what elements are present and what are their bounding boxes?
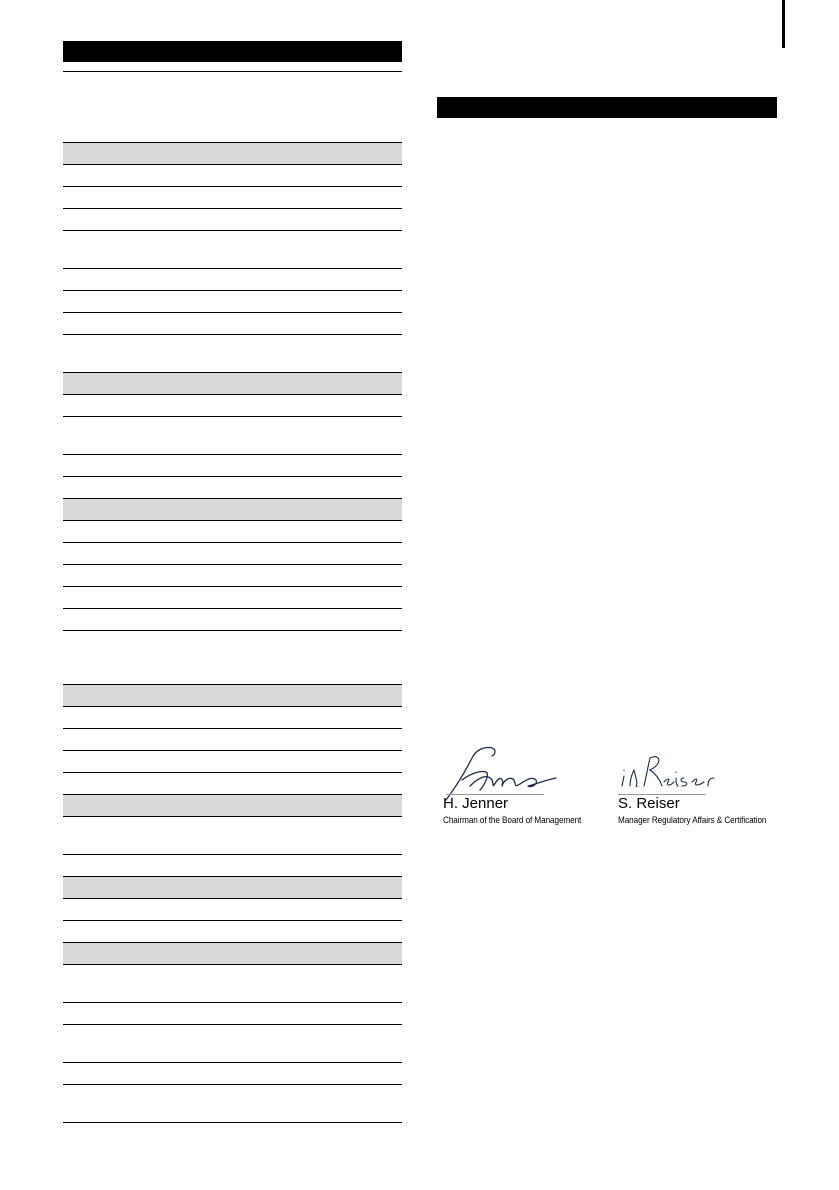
handwritten-signature-reiser (616, 740, 726, 796)
table-rule (63, 290, 402, 291)
table-rule (63, 230, 402, 231)
table-rule (63, 186, 402, 187)
group-header-band (63, 142, 402, 165)
signatory-name: S. Reiser (618, 795, 680, 812)
group-header-band (63, 684, 402, 707)
table-rule (63, 564, 402, 565)
handwritten-signature-jenner (440, 740, 580, 802)
group-header-band (63, 794, 402, 817)
table-rule (63, 750, 402, 751)
signature-block (440, 740, 780, 840)
table-rule (63, 416, 402, 417)
table-rule (63, 268, 402, 269)
table-rule (63, 920, 402, 921)
table-rule (63, 71, 402, 72)
table-rule (63, 334, 402, 335)
table-rule (63, 630, 402, 631)
table-rule (63, 476, 402, 477)
signature-reiser (616, 740, 786, 826)
page-edge-tab-mark (782, 0, 785, 48)
table-rule (63, 1122, 402, 1123)
table-rule (63, 1084, 402, 1085)
table-rule (63, 586, 402, 587)
signatory-name: H. Jenner (443, 795, 509, 812)
signature-jenner (440, 740, 610, 826)
table-rule (63, 608, 402, 609)
table-rule (63, 208, 402, 209)
section-header-bar (63, 41, 402, 62)
table-rule (63, 1024, 402, 1025)
signatory-role: Chairman of the Board of Management (443, 815, 582, 826)
signatory-role: Manager Regulatory Affairs & Certification (618, 815, 767, 826)
table-rule (63, 1062, 402, 1063)
group-header-band (63, 876, 402, 899)
group-header-band (63, 372, 402, 395)
table-rule (63, 454, 402, 455)
declaration-header-bar (437, 97, 777, 118)
table-rule (63, 1002, 402, 1003)
group-header-band (63, 942, 402, 965)
table-rule (63, 542, 402, 543)
table-rule (63, 312, 402, 313)
table-rule (63, 728, 402, 729)
group-header-band (63, 498, 402, 521)
table-rule (63, 854, 402, 855)
table-rule (63, 772, 402, 773)
